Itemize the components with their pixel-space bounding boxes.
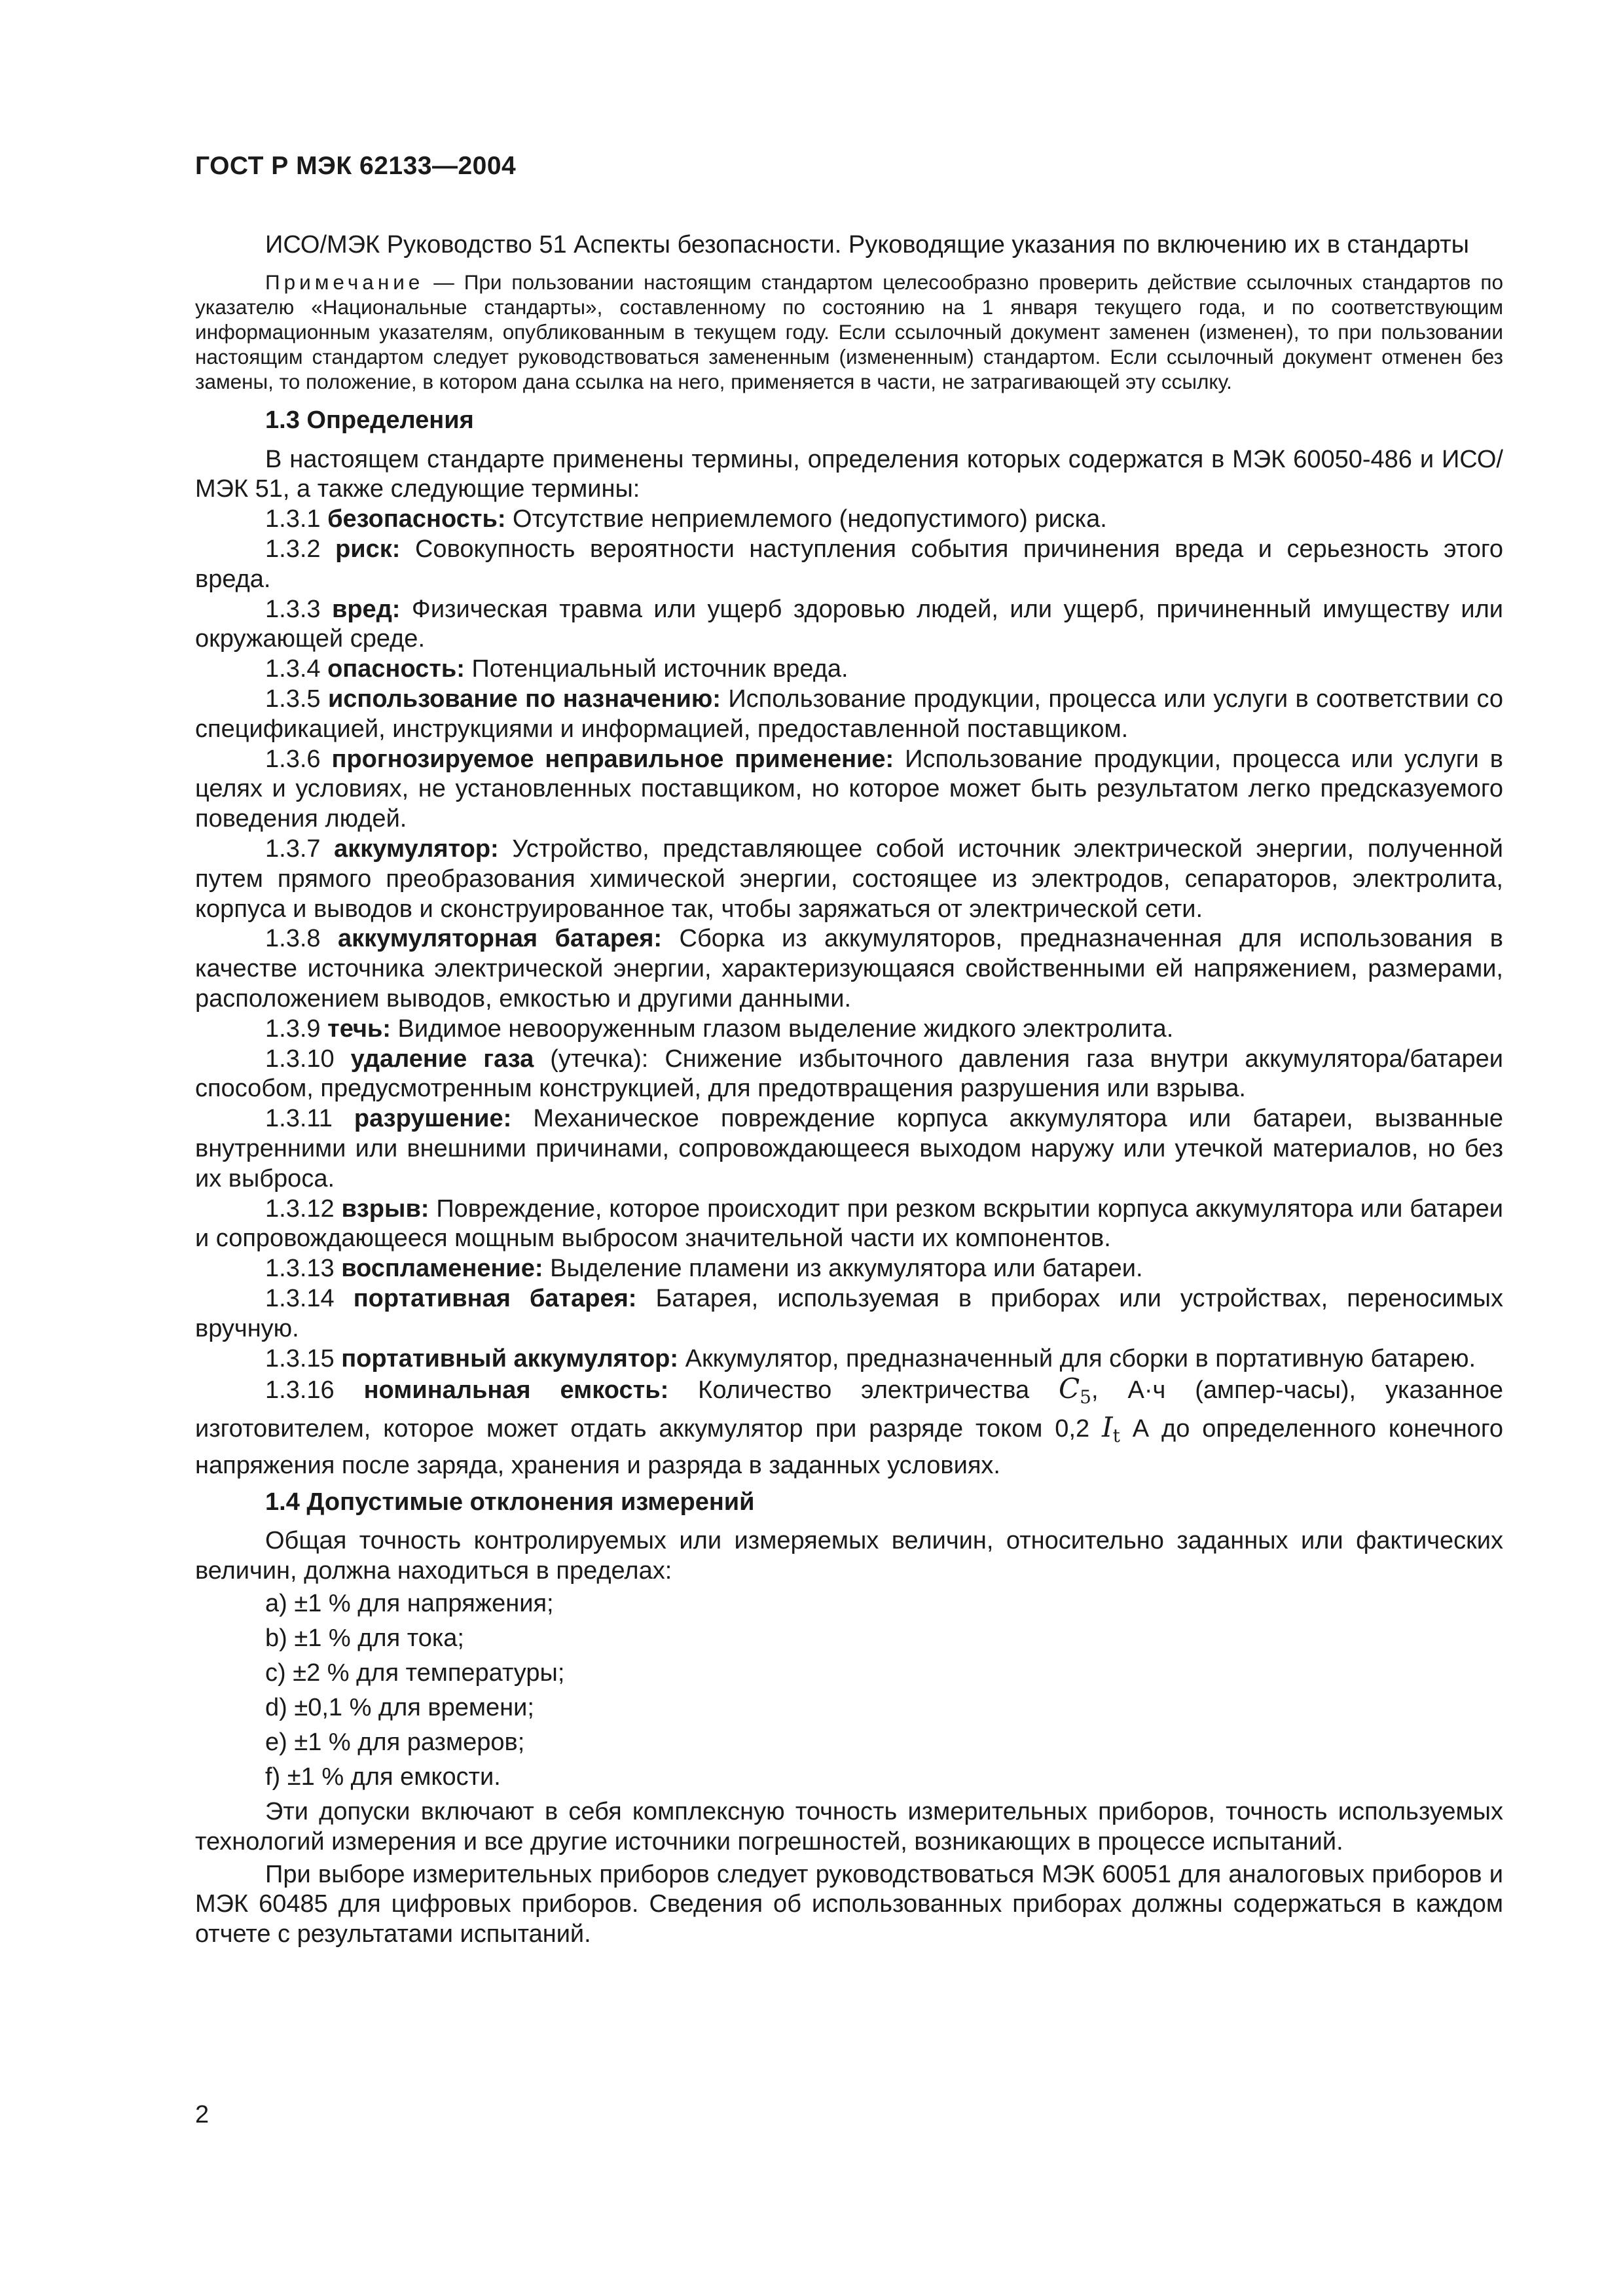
term-number: 1.3.5 [265,685,328,713]
term-number: 1.3.10 [265,1045,351,1073]
term-definition [195,535,1503,595]
list-item: f) ±1 % для емкости. [265,1763,501,1791]
term-name: воспламенение: [341,1255,543,1283]
term-text: Потенциальный источник вреда. [464,655,848,683]
term-number: 1.3.11 [265,1105,354,1133]
section-1-3-intro: В настоящем стандарте применены термины, определения которых содержатся в МЭК 60050-486 и ИСО/МЭК 51, а также следующие термины: [195,445,1503,503]
term-definition [195,1344,1503,1374]
capacity-symbol: $C_5$ [1059,1372,1091,1408]
tolerance-list [195,1587,1503,1795]
term-definition [195,1014,1503,1045]
tolerance-paragraph-2: При выборе измерительных приборов следует руководствоваться МЭК 60051 для аналоговых приборов и МЭК 60485 для цифровых приборов. Сведения об использованных приборах должны содержаться в каждом отчете с результатами испытаний. [195,1860,1503,1948]
term-text: Аккумулятор, предназначенный для сборки в портативную батарею. [678,1344,1476,1372]
term-text-part: А до определенного конечного напряжения после заряда, хранения и разряда в заданных условиях. [195,1415,1503,1479]
term-definition [195,595,1503,655]
term-number: 1.3.12 [265,1194,342,1223]
term-text: Отсутствие неприемлемого (недопустимого) риска. [505,505,1107,533]
term-number: 1.3.13 [265,1255,342,1283]
term-number: 1.3.2 [265,535,336,563]
term-name: вред: [331,595,401,623]
term-number: 1.3.9 [265,1014,328,1043]
list-item: c) ±2 % для температуры; [265,1659,565,1687]
section-1-4-intro: Общая точность контролируемых или измеряемых величин, относительно заданных или фактических величин, должна находиться в пределах: [195,1527,1503,1585]
term-name: опасность: [327,655,465,683]
document-header: ГОСТ Р МЭК 62133—2004 [195,152,517,180]
list-item: b) ±1 % для тока; [265,1624,464,1653]
term-definition [195,1104,1503,1194]
term-definition [195,655,1503,685]
term-number: 1.3.4 [265,655,328,683]
list-item: e) ±1 % для размеров; [265,1729,525,1757]
term-definition [195,834,1503,924]
term-name: прогнозируемое неправильное применение: [331,745,894,773]
section-heading-1-3: 1.3 Определения [265,406,474,434]
note-label: Примечание [265,270,424,294]
term-name: использование по назначению: [327,685,721,713]
term-definition [195,1194,1503,1255]
term-text: Выделение пламени из аккумулятора или батареи. [543,1255,1143,1283]
term-text: Использование продукции, процесса или услуги в целях и условиях, не установленных поставщиком, но которое может быть результатом легко предсказуемого поведения людей. [195,745,1503,833]
term-name: портативная батарея: [353,1284,637,1312]
term-number: 1.3.1 [265,505,328,533]
term-text: Физическая травма или ущерб здоровью людей, или ущерб, причиненный имуществу или окружающей среде. [195,595,1503,653]
term-name: аккумулятор: [334,834,499,863]
term-text: Батарея, используемая в приборах или устройствах, переносимых вручную. [195,1284,1503,1342]
tolerance-paragraph-1: Эти допуски включают в себя комплексную точность измерительных приборов, точность используемых технологий измерения и все другие источники погрешностей, возникающих в процессе испытаний. [195,1798,1503,1856]
term-definition [195,685,1503,745]
term-text: (утечка): Снижение избыточного давления газа внутри аккумулятора/батареи способом, предусмотренным конструкцией, для предотвращения разрушения или взрыва. [195,1045,1503,1103]
list-item: d) ±0,1 % для времени; [265,1694,534,1722]
term-name: риск: [335,535,401,563]
term-name: течь: [327,1014,391,1043]
term-text: Сборка из аккумуляторов, предназначенная для использования в качестве источника электрической энергии, характеризующаяся свойственными ей напряжением, размерами, расположением выводов, емкостью и другими данными. [195,925,1503,1013]
term-number: 1.3.8 [265,925,338,953]
term-definition [195,505,1503,535]
term-name: взрыв: [341,1194,429,1223]
term-number: 1.3.6 [265,745,332,773]
term-name: аккумуляторная батарея: [337,925,663,953]
section-heading-1-4: 1.4 Допустимые отклонения измерений [265,1488,755,1516]
term-name: удаление газа [350,1045,534,1073]
document-body [195,230,1503,1950]
term-text: Механическое повреждение корпуса аккумулятора или батареи, вызванные внутренними или внешними причинами, сопровождающееся выходом наружу или утечкой материалов, но без их выброса. [195,1105,1504,1193]
term-number: 1.3.14 [265,1284,354,1312]
reference-iso-guide-51: ИСО/МЭК Руководство 51 Аспекты безопасности. Руководящие указания по включению их в стандарты [265,231,1469,259]
term-text-part: , А·ч (ампер-часы), указанное изготовителем, которое может отдать аккумулятор при разряде током 0,2 [195,1376,1503,1443]
term-definition [195,1254,1503,1284]
term-name: разрушение: [354,1105,512,1133]
term-name: портативный аккумулятор: [341,1344,679,1372]
term-text-part: Количество электричества [668,1376,1059,1405]
term-definition-1-3-16 [195,1374,1503,1480]
term-text: Использование продукции, процесса или услуги в соответствии со спецификацией, инструкциями и информацией, предоставленной поставщиком. [195,685,1504,743]
term-definition [195,924,1503,1014]
note-text: — При пользовании настоящим стандартом целесообразно проверить действие ссылочных стандартов по указателю «Национальные стандарты», составленному по состоянию на 1 января текущего года, и по соответствующим информационным указателям, опубликованным в текущем году. Если ссылочный документ заменен (изменен), то при пользовании настоящим стандартом следует руководствоваться замененным (измененным) стандартом. Если ссылочный документ отменен без замены, то положение, в котором дана ссылка на него, применяется в части, не затрагивающей эту ссылку. [195,270,1503,393]
term-text: Совокупность вероятности наступления события причинения вреда и серьезность этого вреда. [195,535,1504,593]
term-definition [195,1284,1503,1344]
term-number: 1.3.3 [265,595,332,623]
term-text: Видимое невооруженным глазом выделение жидкого электролита. [390,1014,1174,1043]
term-definition [195,745,1503,834]
list-item: a) ±1 % для напряжения; [265,1590,554,1618]
term-number: 1.3.16 [265,1376,364,1405]
term-number: 1.3.7 [265,834,335,863]
term-definition [195,1045,1503,1105]
term-name: номинальная емкость: [363,1376,669,1405]
term-text: Устройство, представляющее собой источник электрической энергии, полученной путем прямого преобразования химической энергии, состоящее из электродов, сепараторов, электролита, корпуса и выводов и сконструированное так, чтобы заряжаться от электрической сети. [195,834,1504,923]
current-symbol: $I_t$ [1102,1411,1120,1447]
note-paragraph [195,270,1503,394]
term-number: 1.3.15 [265,1344,342,1372]
term-text: Повреждение, которое происходит при резком вскрытии корпуса аккумулятора или батареи и сопровождающееся мощным выбросом значительной части их компонентов. [195,1194,1503,1253]
terms-list [195,505,1503,1374]
term-name: безопасность: [327,505,506,533]
page-number: 2 [195,2101,210,2128]
